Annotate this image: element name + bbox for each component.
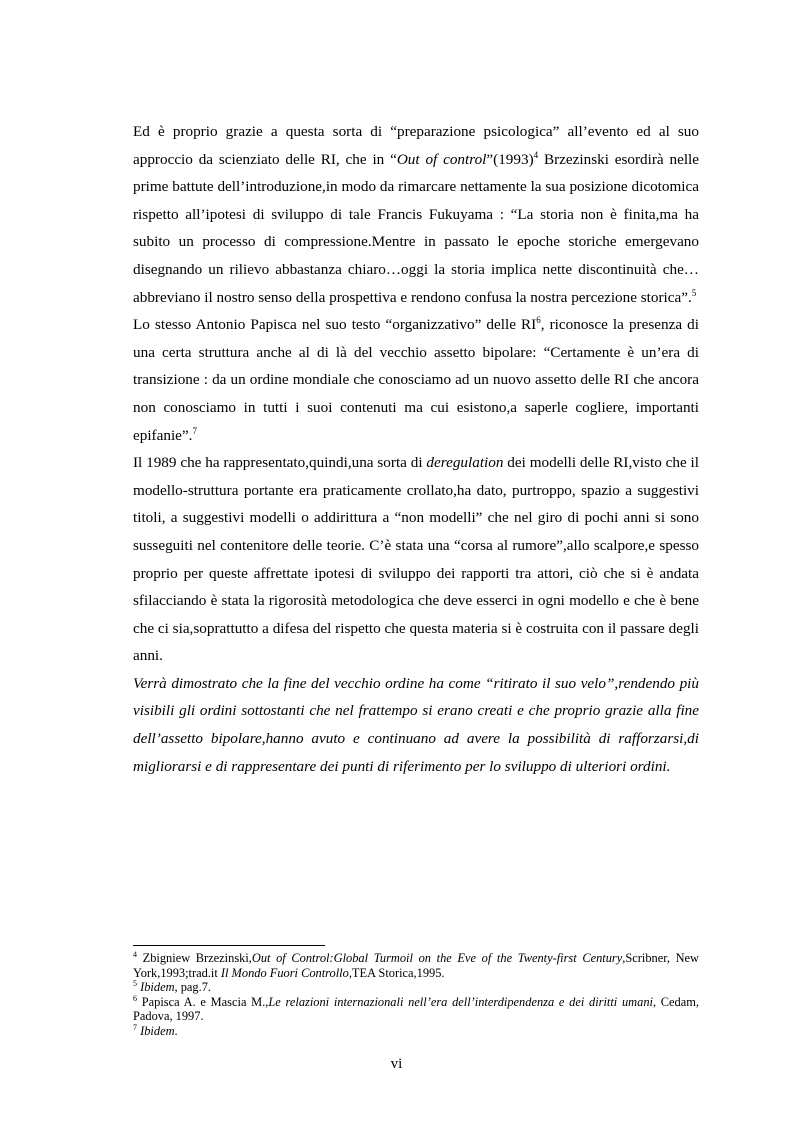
paragraph-text: Lo stesso Antonio Papisca nel suo testo “organizzativo” delle RI xyxy=(133,316,537,334)
book-title: Out of control xyxy=(396,150,487,168)
paragraph-text: Ed è proprio grazie a questa sorta di “preparazione psicologica” all’evento ed al suo approccio da scienziato delle RI, che in “ xyxy=(133,123,699,168)
footnote-text: ,Scribner, New York,1993;trad.it xyxy=(133,951,699,980)
footnote-ref: 7 xyxy=(192,425,197,436)
footnote-number: 4 xyxy=(133,949,137,959)
footnote-ref: 6 xyxy=(536,315,541,326)
footnotes xyxy=(133,951,699,1039)
body-text xyxy=(133,118,699,780)
footnote-number: 5 xyxy=(133,979,137,989)
paragraph-1 xyxy=(133,118,699,311)
book-title: Le relazioni internazionali nell’era dell’interdipendenza e dei diritti umani xyxy=(268,994,653,1009)
footnote-5 xyxy=(133,980,699,995)
footnote-text: , pag.7. xyxy=(174,980,212,995)
italic-term: deregulation xyxy=(426,454,504,472)
paragraph-3 xyxy=(133,449,699,670)
footnote-ref: 5 xyxy=(691,287,697,298)
paragraph-text: dei modelli delle RI,visto che il modello-struttura portante era praticamente crollato,ha dato, purtroppo, spazio a suggestivi titoli, a suggestivi modelli o addirittura a “non modelli” che nel giro di pochi anni si sono susseguiti nel contenitore delle teorie. C’è stata una “corsa al rumore”,allo scalpore,e spesso proprio per queste affrettate ipotesi di sviluppo dei rapporti tra attori, ciò che si è andata sfilacciando è stata la rigorosità metodologica che deve esserci in ogni modello e che è bene che ci sia,soprattutto a difesa del rispetto che questa materia si è costruita con il passare degli anni. xyxy=(133,454,699,665)
book-title: Out of Control:Global Turmoil on the Eve of the Twenty-first Century xyxy=(251,951,623,965)
footnote-7 xyxy=(133,1024,699,1039)
footnote-ibidem: Ibidem xyxy=(140,980,175,995)
paragraph-4: Verrà dimostrato che la fine del vecchio ordine ha come “ritirato il suo velo”,rendendo più visibili gli ordini sottostanti che nel frattempo si erano creati e che proprio grazie alla fine dell’assetto bipolare,hanno avuto e continuano ad avere la possibilità di rafforzarsi,di migliorarsi e di rappresentare dei punti di riferimento per lo sviluppo di ulteriori ordini. xyxy=(133,674,699,775)
footnote-text: Zbigniew Brzezinski, xyxy=(137,951,252,965)
footnote-4 xyxy=(133,951,699,980)
footnote-text: Papisca A. e Mascia M., xyxy=(137,994,269,1009)
footnote-text: . xyxy=(174,1023,178,1038)
paragraph-text: Il 1989 che ha rappresentato,quindi,una sorta di xyxy=(133,454,427,472)
paragraph-text: ”(1993) xyxy=(486,150,534,168)
page-number: vi xyxy=(390,1056,403,1072)
footnote-ibidem: Ibidem xyxy=(140,1023,175,1038)
footnote-text: , Cedam, Padova, 1997. xyxy=(133,994,699,1024)
paragraph-2 xyxy=(133,311,699,449)
footnote-ref: 4 xyxy=(533,149,539,160)
footnote-number: 6 xyxy=(133,993,137,1003)
paragraph-text: , riconosce la presenza di una certa struttura anche al di là del vecchio assetto bipolare: “Certamente è un’era di transizione : da un ordine mondiale che conosciamo ad un nuovo assetto delle RI che ancora non conosciamo in tutti i suoi contenuti ma cui esistono,a saperle cogliere, importanti epifanie”. xyxy=(133,316,699,444)
footnote-6 xyxy=(133,995,699,1024)
book-title: Il Mondo Fuori Controllo xyxy=(220,965,349,980)
paragraph-text: Brzezinski esordirà nelle prime battute dell’introduzione,in modo da rimarcare nettamente la sua posizione dicotomica rispetto all’ipotesi di sviluppo di tale Francis Fukuyama : “La storia non è finita,ma ha subito un processo di compressione.Mentre in passato le epoche storiche emergevano disegnando un rilievo abbastanza chiaro…oggi la storia implica nette discontinuità che…abbreviano il nostro senso della prospettiva e rendono confusa la nostra percezione storica”. xyxy=(133,150,699,306)
footnote-separator xyxy=(133,945,325,946)
footnote-number: 7 xyxy=(133,1022,137,1032)
footnote-text: ,TEA Storica,1995. xyxy=(348,965,445,980)
